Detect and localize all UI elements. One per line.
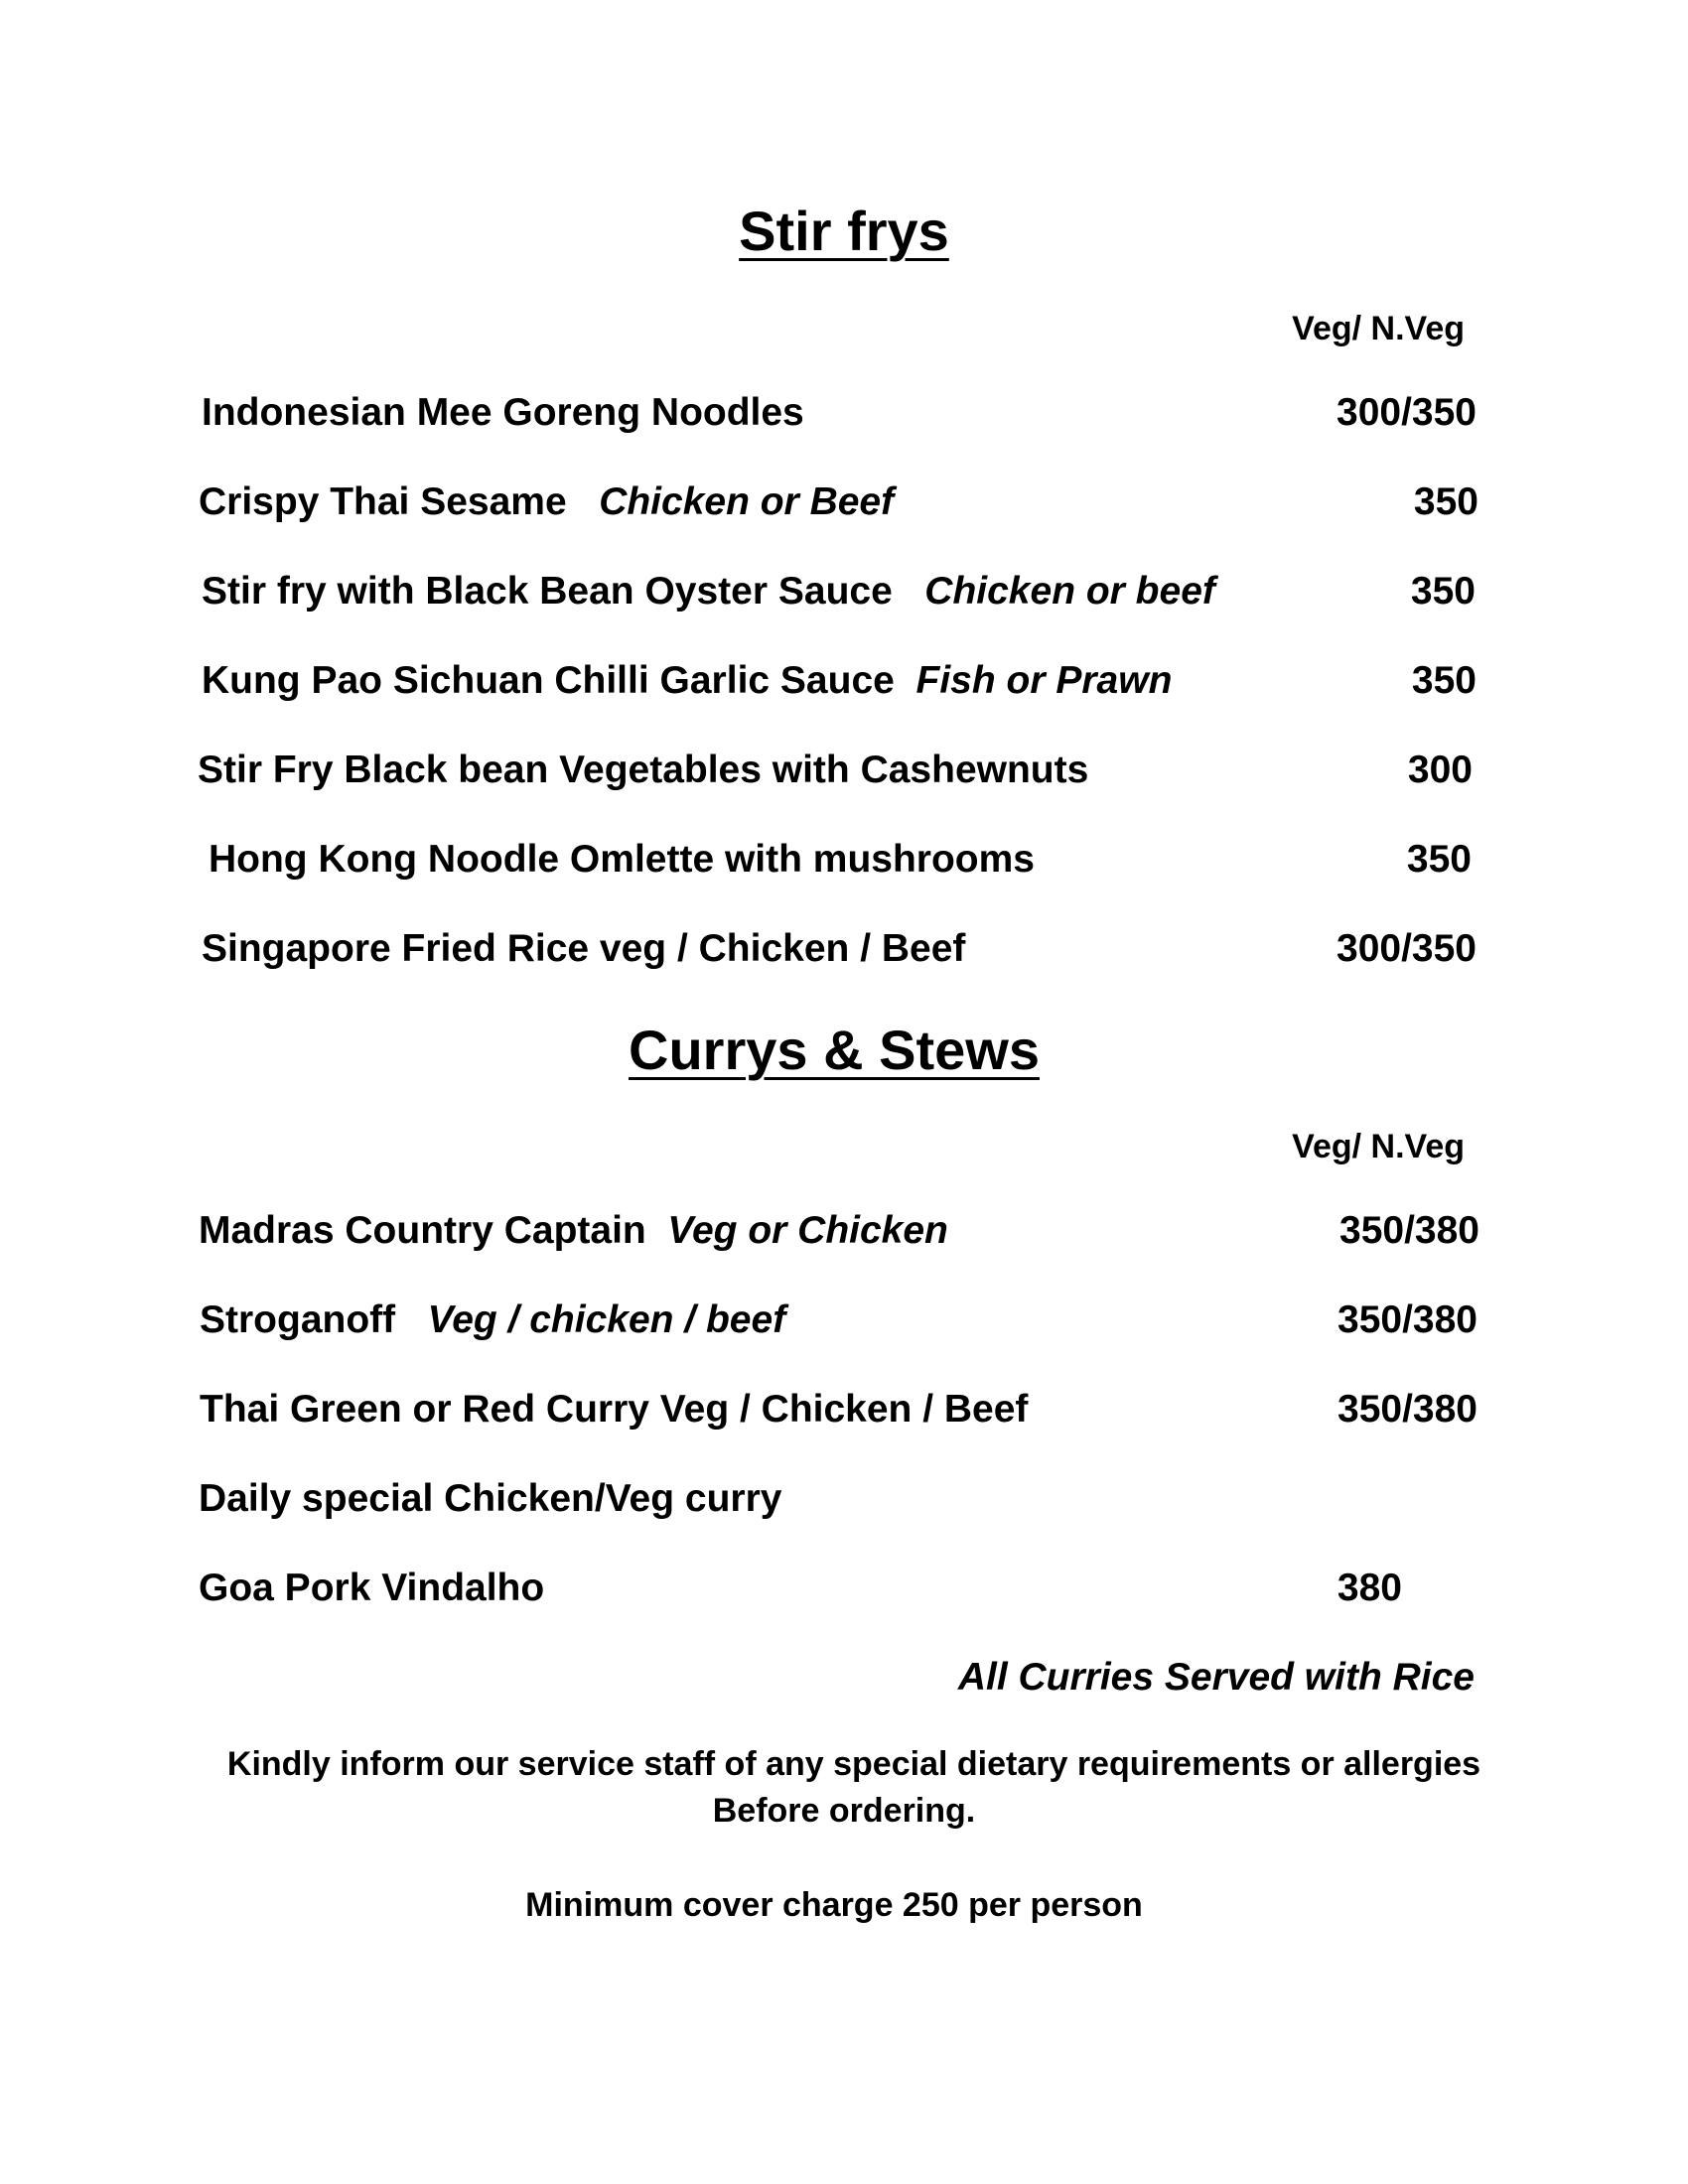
item-price: 300/350 xyxy=(1336,927,1477,970)
item-name: Madras Country Captain Veg or Chicken xyxy=(199,1209,948,1252)
menu-item-hong-kong-omlette xyxy=(0,838,1688,897)
item-name: Crispy Thai Sesame Chicken or Beef xyxy=(199,480,895,523)
menu-item-stroganoff xyxy=(0,1298,1688,1358)
menu-item-black-bean-vegetables xyxy=(0,749,1688,808)
dietary-notice-line1: Kindly inform our service staff of any special dietary requirements or allergies xyxy=(226,1745,1481,1783)
item-name: Stroganoff Veg / chicken / beef xyxy=(200,1298,786,1341)
item-price: 350/380 xyxy=(1337,1298,1477,1341)
item-price: 350/380 xyxy=(1339,1209,1479,1252)
item-option: Chicken or Beef xyxy=(599,480,895,523)
menu-item-kung-pao xyxy=(0,659,1688,719)
item-name: Thai Green or Red Curry Veg / Chicken / Beef xyxy=(200,1388,1029,1431)
item-name: Hong Kong Noodle Omlette with mushrooms xyxy=(209,838,1035,881)
dietary-notice-line2: Before ordering. xyxy=(712,1792,976,1830)
item-price: 300 xyxy=(1407,749,1473,791)
menu-item-black-bean-oyster xyxy=(0,570,1688,629)
item-price: 350 xyxy=(1410,570,1476,613)
menu-item-thai-curry xyxy=(0,1388,1688,1447)
item-option: Chicken or beef xyxy=(924,570,1215,613)
item-name: Kung Pao Sichuan Chilli Garlic Sauce Fish or Prawn xyxy=(202,659,1173,702)
item-name: Indonesian Mee Goreng Noodles xyxy=(202,391,804,434)
currys-stews-title: Currys & Stews xyxy=(629,1019,1040,1081)
item-price: 300/350 xyxy=(1336,391,1477,434)
item-price: 350 xyxy=(1406,838,1472,881)
item-price: 350/380 xyxy=(1337,1388,1477,1431)
item-price: 380 xyxy=(1336,1567,1402,1609)
item-option: Fish or Prawn xyxy=(915,659,1173,702)
menu-item-madras-country-captain xyxy=(0,1209,1688,1269)
item-price: 350 xyxy=(1411,659,1477,702)
menu-item-singapore-fried-rice xyxy=(0,927,1688,987)
menu-item-goa-pork-vindalho xyxy=(0,1567,1688,1626)
item-name: Goa Pork Vindalho xyxy=(199,1567,545,1609)
cover-charge-notice: Minimum cover charge 250 per person xyxy=(525,1886,1143,1924)
stir-frys-title: Stir frys xyxy=(739,200,949,262)
item-price: 350 xyxy=(1413,480,1478,523)
menu-item-daily-special xyxy=(0,1477,1688,1537)
menu-item-crispy-thai-sesame xyxy=(0,480,1688,540)
item-name: Singapore Fried Rice veg / Chicken / Beef xyxy=(202,927,966,970)
stir-frys-column-header: Veg/ N.Veg xyxy=(1292,310,1465,347)
item-name: Daily special Chicken/Veg curry xyxy=(199,1477,782,1520)
currys-column-header: Veg/ N.Veg xyxy=(1292,1128,1465,1165)
item-option: Veg / chicken / beef xyxy=(427,1298,786,1341)
item-name: Stir fry with Black Bean Oyster Sauce Chicken or beef xyxy=(202,570,1215,613)
item-option: Veg or Chicken xyxy=(667,1209,948,1252)
menu-item-mee-goreng xyxy=(0,391,1688,451)
curries-served-note: All Curries Served with Rice xyxy=(957,1656,1475,1699)
item-name: Stir Fry Black bean Vegetables with Cashewnuts xyxy=(198,749,1089,791)
